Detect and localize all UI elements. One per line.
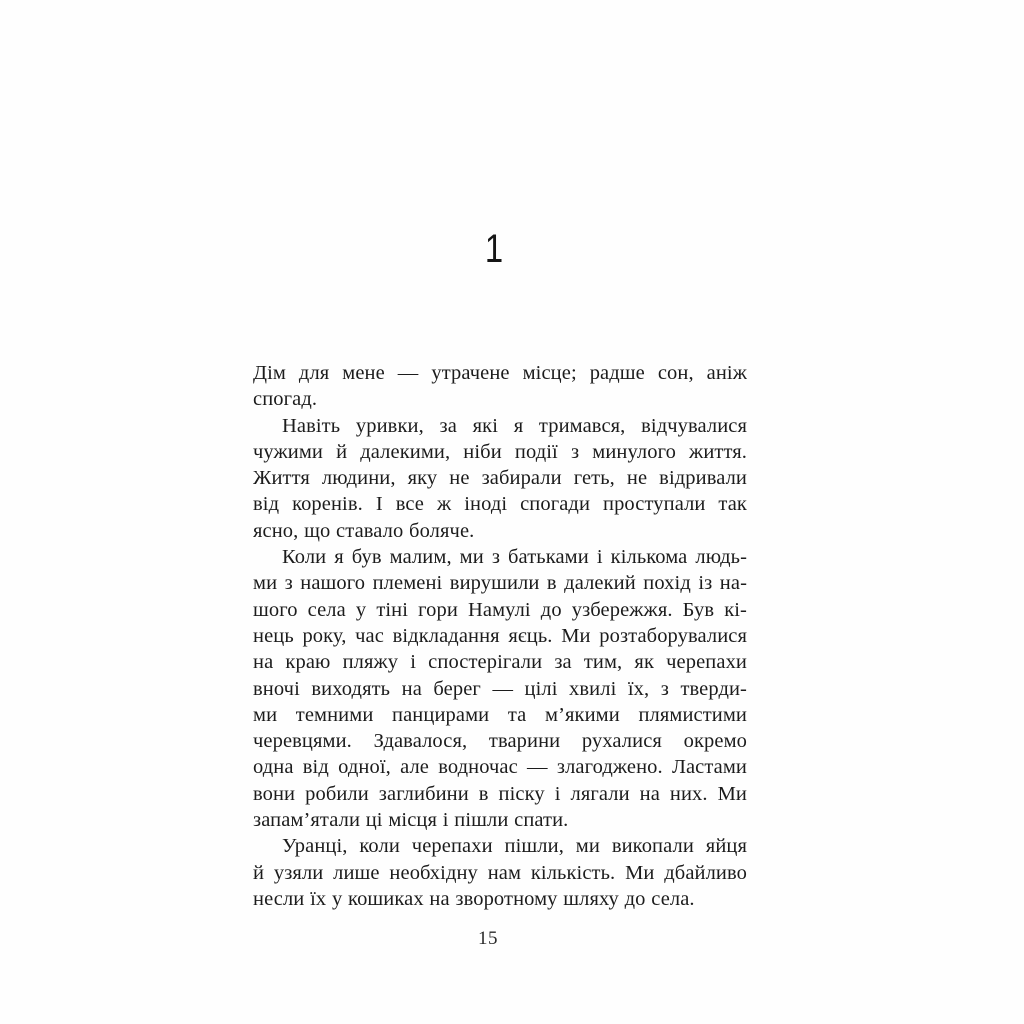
text-line: Життя людини, яку не забирали геть, не відривали [253,467,747,490]
paragraph [253,544,747,833]
text-line: одна від одної, але водночас — злагоджено. Ластами [253,756,747,779]
text-line: Дім для мене — утрачене місце; радше сон, аніж [253,362,747,384]
page-number: 15 [478,928,498,949]
text-line: чужими й далекими, ніби події з минулого життя. [253,440,747,463]
paragraph [253,413,747,544]
text-line: Навіть уривки, за які я тримався, відчувалися [282,414,747,437]
text-line: на краю пляжу і спостерігали за тим, як черепахи [253,651,747,674]
text-line: ясно, що ставало боляче. [253,519,475,542]
text-line: запам’ятали ці місця і пішли спати. [253,809,569,832]
body-text-block [253,360,747,912]
text-line: й узяли лише необхідну нам кількість. Ми дбайливо [253,861,747,884]
text-line: Коли я був малим, ми з батьками і кількома людь- [282,546,747,569]
text-line: від коренів. І все ж іноді спогади проступали так [253,493,747,516]
text-line: черевцями. Здавалося, тварини рухалися окремо [253,730,747,753]
chapter-number: 1 [484,227,504,271]
text-line: спогад. [253,388,318,411]
paragraph [253,833,747,912]
text-line: Уранці, коли черепахи пішли, ми викопали яйця [282,835,747,858]
text-line: шого села у тіні гори Намулі до узбережжя. Був кі- [253,598,747,621]
text-line: ми з нашого племені вирушили в далекий похід із на- [253,572,747,595]
paragraph [253,360,747,413]
text-line: нець року, час відкладання яєць. Ми розтаборувалися [253,624,747,647]
text-line: несли їх у кошиках на зворотному шляху до села. [253,887,695,910]
text-line: вночі виходять на берег — цілі хвилі їх, з тверди- [253,677,747,700]
text-line: вони робили заглибини в піску і лягали на них. Ми [253,782,747,805]
text-line: ми темними панцирами та м’якими плямистими [253,703,747,726]
